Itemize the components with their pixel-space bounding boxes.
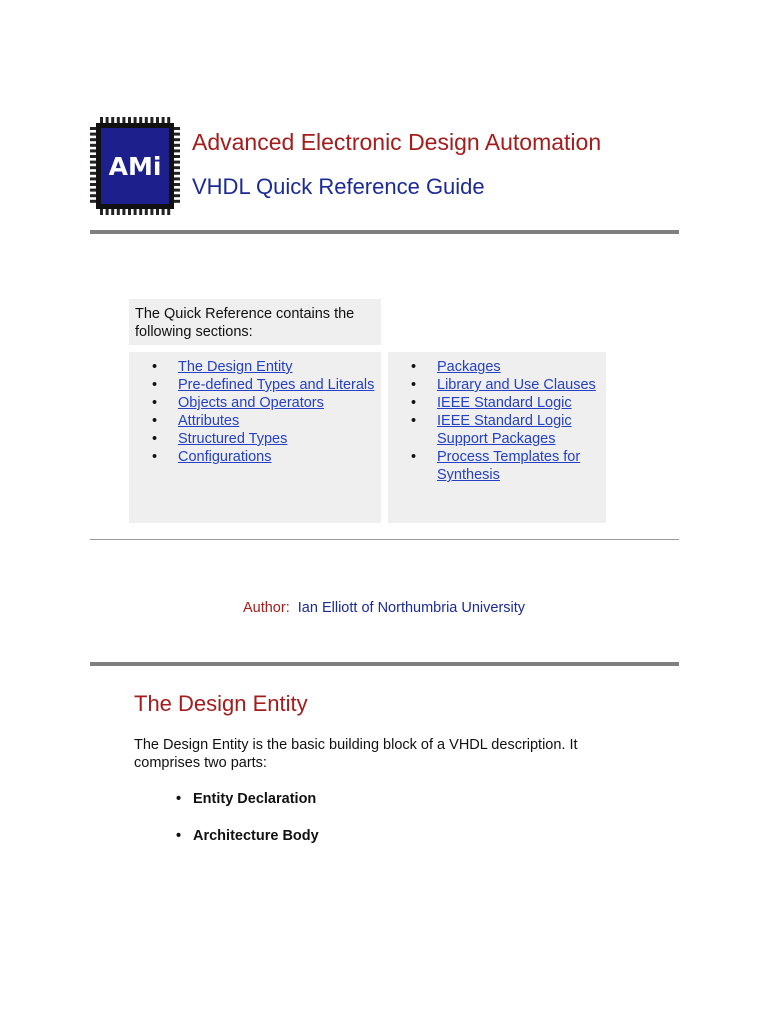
chip-pin <box>134 209 137 215</box>
chip-pin <box>162 209 165 215</box>
chip-pin <box>90 127 96 130</box>
chip-pin <box>90 177 96 180</box>
chip-pin <box>174 127 180 130</box>
chip-pin <box>156 117 159 123</box>
list-item <box>129 394 381 412</box>
chip-pin <box>117 117 120 123</box>
chip-pin <box>90 133 96 136</box>
chip-pin <box>167 117 170 123</box>
chip-pin <box>145 209 148 215</box>
chip-pin <box>90 166 96 169</box>
chip-pin <box>174 177 180 180</box>
logo-text: AMi <box>108 152 162 181</box>
link-objects-operators[interactable]: Objects and Operators <box>178 395 324 411</box>
chip-pin <box>174 200 180 203</box>
chip-pin <box>162 117 165 123</box>
header-divider <box>90 230 679 234</box>
link-ieee-std-logic[interactable]: IEEE Standard Logic <box>437 395 572 411</box>
section-text: The Design Entity is the basic building block of a VHDL description. It comprises two parts: <box>134 737 578 771</box>
chip-pin <box>90 138 96 141</box>
link-attributes[interactable]: Attributes <box>178 413 240 429</box>
chip-pin <box>90 200 96 203</box>
list-item <box>388 394 606 412</box>
chip-pin <box>100 117 103 123</box>
link-configurations[interactable]: Configurations <box>178 449 272 465</box>
chip-pin <box>90 155 96 158</box>
section-title: The Design Entity <box>134 691 308 716</box>
chip-pin <box>90 149 96 152</box>
part-item: • Entity Declaration <box>174 791 316 807</box>
list-item <box>388 376 606 394</box>
chip-pin <box>174 144 180 147</box>
chip-pin <box>167 209 170 215</box>
chip-pin <box>174 149 180 152</box>
chip-pin <box>90 161 96 164</box>
chip-pin <box>174 133 180 136</box>
list-item <box>129 430 381 448</box>
ami-logo <box>90 117 180 215</box>
chip-pin <box>156 209 159 215</box>
part-item: • Architecture Body <box>174 828 319 844</box>
page-subtitle: VHDL Quick Reference Guide <box>192 174 485 199</box>
list-item <box>129 376 381 394</box>
link-predefined-types[interactable]: Pre-defined Types and Literals <box>178 377 375 393</box>
chip-pin <box>174 166 180 169</box>
link-design-entity[interactable]: The Design Entity <box>178 359 293 375</box>
chip-pin <box>122 117 125 123</box>
list-item <box>388 412 606 448</box>
sections-divider <box>90 539 679 540</box>
chip-pin <box>174 161 180 164</box>
link-packages[interactable]: Packages <box>437 359 501 375</box>
chip-pin <box>174 194 180 197</box>
chip-pin <box>106 117 109 123</box>
list-item <box>388 448 606 484</box>
author-name: Ian Elliott of Northumbria University <box>297 600 526 616</box>
sections-list-right <box>388 352 606 523</box>
list-item <box>388 358 606 376</box>
chip-pin <box>174 138 180 141</box>
chip-pin <box>150 209 153 215</box>
sections-list-left <box>129 352 381 523</box>
chip-pin <box>150 117 153 123</box>
chip-pin <box>139 209 142 215</box>
chip-pin <box>90 189 96 192</box>
chip-pin <box>90 183 96 186</box>
chip-pin <box>128 117 131 123</box>
chip-pin <box>90 194 96 197</box>
chip-pin <box>106 209 109 215</box>
link-process-templates[interactable]: Process Templates for Synthesis <box>437 449 581 483</box>
page-title: Advanced Electronic Design Automation <box>192 129 602 155</box>
parts-list <box>174 828 319 844</box>
chip-pin <box>90 172 96 175</box>
intro-text: The Quick Reference contains the following sections: <box>135 306 355 340</box>
author-label: Author: <box>242 600 290 616</box>
link-ieee-support-packages[interactable]: IEEE Standard Logic Support Packages <box>437 413 572 447</box>
parts-list <box>174 791 316 807</box>
link-library-use[interactable]: Library and Use Clauses <box>437 377 596 393</box>
chip-pin <box>100 209 103 215</box>
chip-pin <box>145 117 148 123</box>
chip-pin <box>122 209 125 215</box>
chip-pin <box>174 155 180 158</box>
chip-pin <box>174 189 180 192</box>
chip-pin <box>174 183 180 186</box>
link-structured-types[interactable]: Structured Types <box>178 431 288 447</box>
list-item <box>129 448 381 466</box>
chip-pin <box>90 144 96 147</box>
author-divider <box>90 662 679 666</box>
chip-pin <box>134 117 137 123</box>
intro-box <box>129 299 381 345</box>
chip-pin <box>139 117 142 123</box>
chip-pin <box>117 209 120 215</box>
author-line <box>0 600 768 616</box>
chip-pin <box>128 209 131 215</box>
list-item <box>129 412 381 430</box>
chip-pin <box>111 209 114 215</box>
list-item <box>129 358 381 376</box>
chip-pin <box>111 117 114 123</box>
chip-pin <box>174 172 180 175</box>
